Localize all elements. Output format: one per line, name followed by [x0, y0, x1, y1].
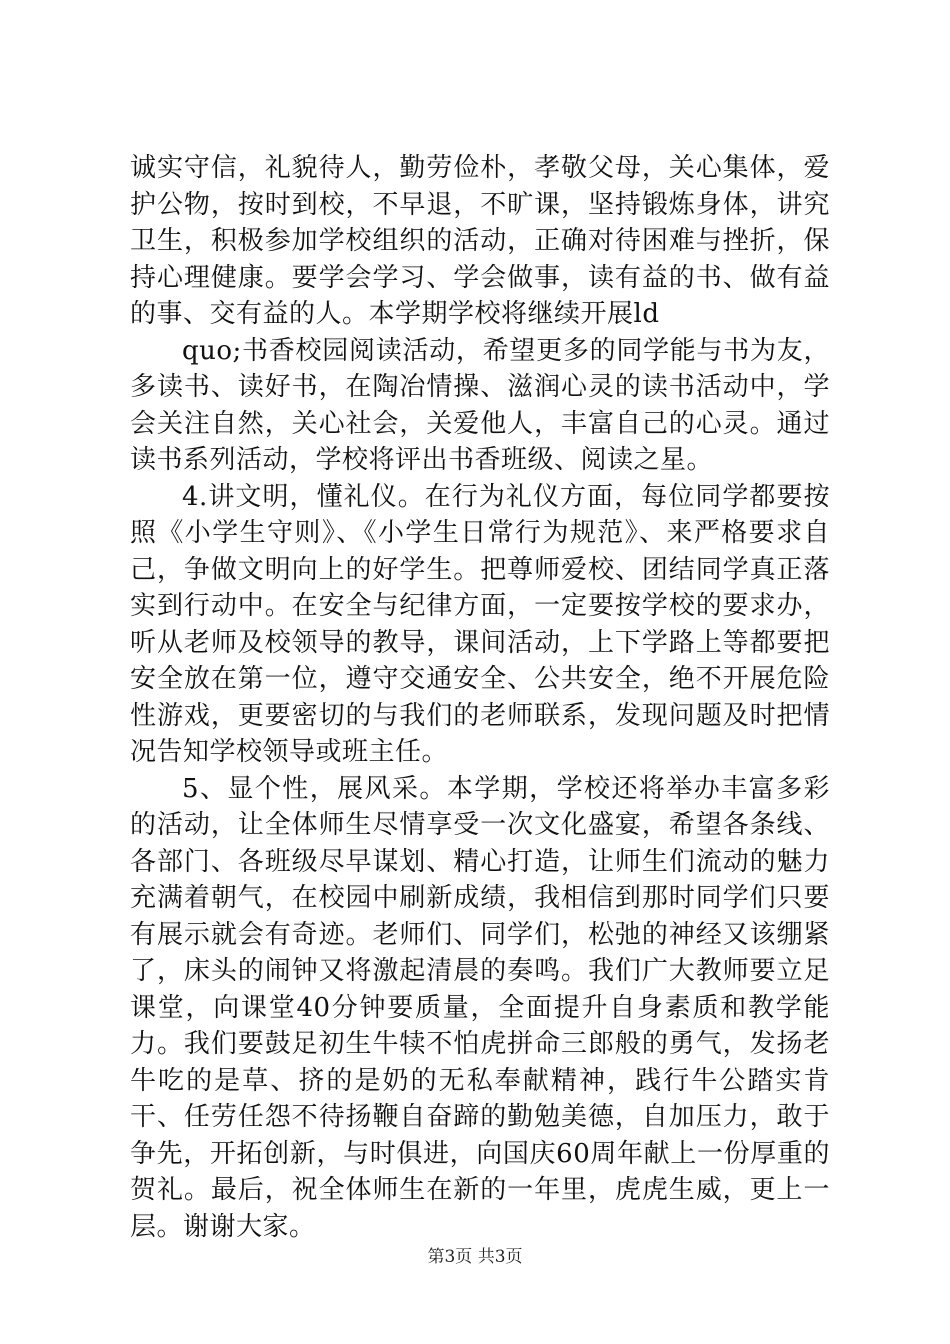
- paragraph-4: 5、显个性，展风采。本学期，学校还将举办丰富多彩的活动，让全体师生尽情享受一次文化盛宴，希望各条线、各部门、各班级尽早谋划、精心打造，让师生们流动的魅力充满着朝气，在校园中刷新成绩，我相信到那时同学们只要有展示就会有奇迹。老师们、同学们，松弛的神经又该绷紧了，床头的闹钟又将激起清晨的奏鸣。我们广大教师要立足课堂，向课堂40分钟要质量，全面提升自身素质和教学能力。我们要鼓足初生牛犊不怕虎拼命三郎般的勇气，发扬老牛吃的是草、挤的是奶的无私奉献精神，践行牛公踏实肯干、任劳任怨不待扬鞭自奋蹄的勤勉美德，自加压力，敢于争先，开拓创新，与时俱进，向国庆60周年献上一份厚重的贺礼。最后，祝全体师生在新的一年里，虎虎生威，更上一层。谢谢大家。: [130, 773, 830, 1242]
- paragraph-1: 诚实守信，礼貌待人，勤劳俭朴，孝敬父母，关心集体，爱护公物，按时到校，不早退，不旷课，坚持锻炼身体，讲究卫生，积极参加学校组织的活动，正确对待困难与挫折，保持心理健康。要学会学习、学会做事，读有益的书、做有益的事、交有益的人。本学期学校将继续开展ld: [130, 153, 830, 329]
- page-footer: 第3页 共3页: [427, 1247, 523, 1267]
- document-body: [130, 150, 830, 1245]
- paragraph-3: 4.讲文明，懂礼仪。在行为礼仪方面，每位同学都要按照《小学生守则》、《小学生日常行为规范》、来严格要求自己，争做文明向上的好学生。把尊师爱校、团结同学真正落实到行动中。在安全与纪律方面，一定要按学校的要求办，听从老师及校领导的教导，课间活动，上下学路上等都要把安全放在第一位，遵守交通安全、公共安全，绝不开展危险性游戏，更要密切的与我们的老师联系，发现问题及时把情况告知学校领导或班主任。: [130, 481, 830, 767]
- paragraph-2: quo;书香校园阅读活动，希望更多的同学能与书为友，多读书、读好书，在陶冶情操、滋润心灵的读书活动中，学会关注自然，关心社会，关爱他人，丰富自己的心灵。通过读书系列活动，学校将评出书香班级、阅读之星。: [130, 335, 830, 475]
